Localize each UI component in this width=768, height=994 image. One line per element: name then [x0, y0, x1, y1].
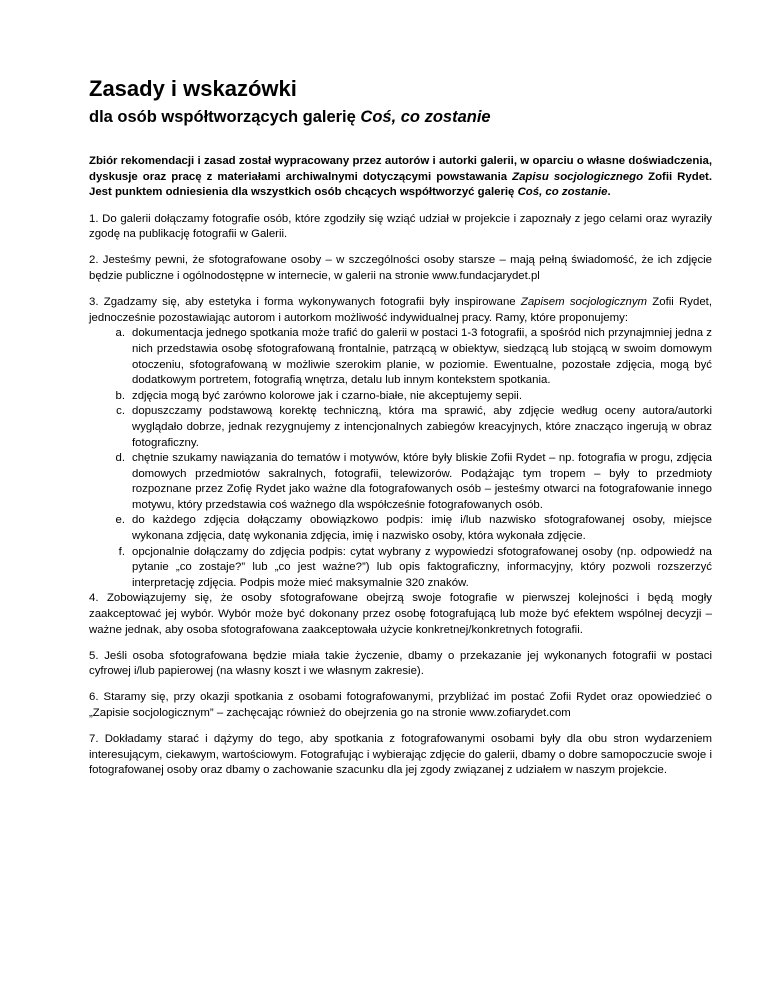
document-page	[89, 76, 712, 789]
intro-paragraph: Zbiór rekomendacji i zasad został wypracowany przez autorów i autorki galerii, w oparciu o własne doświadczenia, dyskusje oraz pracę z materiałami archiwalnymi dotyczącymi powstawania Zapisu socjologicznego Zofii Rydet. Jest punktem odniesienia dla wszystkich osób chcących współtworzyć galerię Coś, co zostanie.	[89, 155, 712, 199]
rule-4: 4. Zobowiązujemy się, że osoby sfotografowane obejrzą swoje fotografie w pierwszej kolejności i będą mogły zaakceptować jej wybór. Wybór może być dokonany przez osobę fotografującą lub może być efektem wspólnej decyzji – ważne jednak, aby osoba sfotografowana zaakceptowała użycie konkretnej/konkretnych fotografii.	[89, 592, 712, 636]
list-item: f. opcjonalnie dołączamy do zdjęcia podpis: cytat wybrany z wypowiedzi sfotografowanej osoby (np. odpowiedź na pytanie „co zostaje?” lub „co jest ważne?”) lub opis faktograficzny, informacyjny, który pozwoli rozszerzyć interpretację zdjęcia. Podpis może mieć maksymalnie 320 znaków.	[118, 545, 712, 589]
document-subtitle	[89, 106, 712, 128]
list-item: d. chętnie szukamy nawiązania do tematów i motywów, które były bliskie Zofii Rydet – np. fotografia w progu, zdjęcia domowych przedmiotów sakralnych, fotografii, telewizorów. Podążając tym tropem – były to przedmioty rozpoznane przez Zofię Rydet jako ważne dla fotografowanych osób – jesteśmy otwarci na fotografowanie innego motywu, który przedstawia coś ważnego dla współcześnie fotografowanych osób.	[115, 452, 712, 511]
rule-2: 2. Jesteśmy pewni, że sfotografowane osoby – w szczególności osoby starsze – mają pełną świadomość, że ich zdjęcie będzie publiczne i ogólnodostępne w internecie, w galerii na stronie www.fundacjarydet.pl	[89, 254, 712, 283]
document-title: Zasady i wskazówki	[89, 76, 297, 101]
rule-7: 7. Dokładamy starać i dążymy do tego, aby spotkania z fotografowanymi osobami były dla obu stron wydarzeniem interesującym, ciekawym, wartościowym. Fotografując i wybierając zdjęcie do galerii, dbamy o dobre samopoczucie swoje i fotografowanej osoby oraz dbamy o zachowanie szacunku dla jej zgody związanej z udziałem w naszym projekcie.	[89, 733, 712, 777]
rule-3: 3. Zgadzamy się, aby estetyka i forma wykonywanych fotografii były inspirowane Zapisem socjologicznym Zofii Rydet, jednocześnie pozostawiając autorom i autorkom możliwość indywidualnej pracy. Ramy, które proponujemy:	[89, 296, 712, 324]
list-item: c. dopuszczamy podstawową korektę techniczną, która ma sprawić, aby zdjęcie według oceny autora/autorki wyglądało dobrze, jednak rezygnujemy z intencjonalnych zabiegów kreacyjnych, które znacząco ingerują w obraz fotograficzny.	[116, 405, 712, 449]
rule-6: 6. Staramy się, przy okazji spotkania z osobami fotografowanymi, przybliżać im postać Zofii Rydet oraz opowiedzieć o „Zapisie socjologicznym” – zachęcając również do obejrzenia go na stronie www.zofiarydet.com	[89, 691, 712, 719]
subtitle-prefix: dla osób współtworzących galerię	[89, 108, 361, 126]
list-item: e. do każdego zdjęcia dołączamy obowiązkowo podpis: imię i/lub nazwisko sfotografowanej osoby, miejsce wykonana zdjęcia, datę wykonania zdjęcia, imię i nazwisko osoby, która wykonała zdjęcie.	[115, 514, 712, 543]
document-body	[89, 154, 712, 779]
rule-3-list	[89, 326, 712, 591]
list-item: a. dokumentacja jednego spotkania może trafić do galerii w postaci 1-3 fotografii, a spośród nich przynajmniej jedna z nich przedstawia osobę sfotografowaną frontalnie, patrzącą w obiektyw, siedzącą lub stojącą w swoim domowym otoczeniu, sfotografowaną w możliwie szerokim planie, w poziomie. Ewentualne, pozostałe zdjęcia, mogą być dodatkowym portretem, fotografią wnętrza, detalu lub innym kontekstem spotkania.	[115, 327, 712, 387]
list-item: b. zdjęcia mogą być zarówno kolorowe jak i czarno-białe, nie akceptujemy sepii.	[115, 389, 523, 402]
gallery-name: Coś, co zostanie	[360, 108, 491, 126]
rule-5: 5. Jeśli osoba sfotografowana będzie miała takie życzenie, dbamy o przekazanie jej wykonanych fotografii w postaci cyfrowej i/lub papierowej (na własny koszt i we własnym zakresie).	[89, 649, 712, 678]
rule-1: 1. Do galerii dołączamy fotografie osób, które zgodziły się wziąć udział w projekcie i zapoznały z jego celami oraz wyraziły zgodę na publikację fotografii w Galerii.	[89, 212, 712, 241]
